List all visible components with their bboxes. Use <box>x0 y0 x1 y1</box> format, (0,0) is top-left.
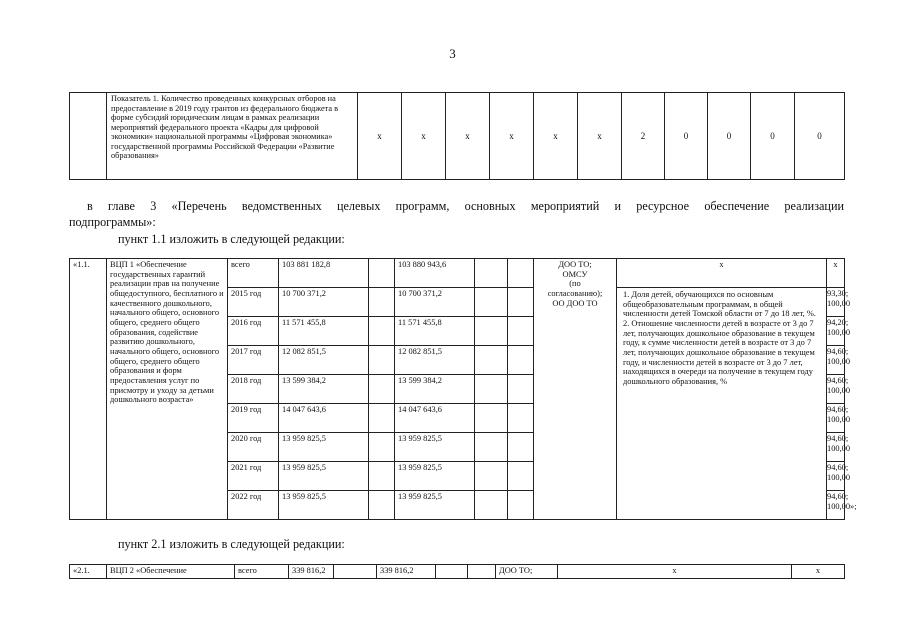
indicator-top: х <box>617 259 827 288</box>
year-cell: 2020 год <box>228 433 279 462</box>
indicator-text: Показатель 1. Количество проведенных конкурсных отборов на предоставление в 2019 году грантов из федерального бюджета в форме субсидий юридическим лицам в рамках реализации мероприятий федерального проекта «Кадры для цифровой экономики» национальной программы «Цифровая экономика» государственной программы Российской Федерации «Развитие образования» <box>107 93 358 180</box>
year-cell: всего <box>228 259 279 288</box>
value-cell: 0 <box>751 93 795 180</box>
year-cell: всего <box>235 565 289 579</box>
other-cell <box>508 259 534 288</box>
fed-cell <box>369 288 395 317</box>
paragraph-line: пункт 1.1 изложить в следующей редакции: <box>118 232 345 246</box>
program-name: ВЦП 1 «Обеспечение государственных гарантий реализации прав на получение общедоступного, бесплатного и качественного дошкольного, начального общего, основного общего, среднего общего образования, содействие развитию дошкольного, начального общего, основного общего, среднего общего образования и форм предоставления услуг по присмотру и уходу за детьми дошкольного возраста» <box>107 259 228 520</box>
local-cell <box>475 491 508 520</box>
total-cell: 13 959 825,5 <box>279 491 369 520</box>
fed-cell <box>369 317 395 346</box>
value-cell: х <box>358 93 402 180</box>
value-cell: х <box>534 93 578 180</box>
year-cell: 2016 год <box>228 317 279 346</box>
total-cell: 13 599 384,2 <box>279 375 369 404</box>
table-row <box>70 565 845 579</box>
other-cell <box>468 565 496 579</box>
fed-cell <box>369 433 395 462</box>
local-cell <box>475 462 508 491</box>
year-cell: 2022 год <box>228 491 279 520</box>
indicator-cell: х <box>558 565 792 579</box>
program-table <box>69 258 857 520</box>
value-cell: 94,20; 100,00 <box>827 317 845 346</box>
reg-cell: 13 959 825,5 <box>395 462 475 491</box>
other-cell <box>508 404 534 433</box>
paragraph-line: пункт 2.1 изложить в следующей редакции: <box>118 537 345 551</box>
total-cell: 11 571 455,8 <box>279 317 369 346</box>
reg-cell: 10 700 371,2 <box>395 288 475 317</box>
indicators-text: 1. Доля детей, обучающихся по основным общеобразовательным программам, в общей численности детей Томской области от 7 до 18 лет, %. 2. Отношение численности детей в возрасте от 3 до 7 лет, получающих дошкольное образование в текущем году, к сумме численности детей в возрасте от 3 до 7 лет, получающих дошкольное образование в текущем году, и численности детей в возрасте от 3 до 7 лет, находящихся в очереди на получение в текущем году дошкольного образования, % <box>617 288 827 520</box>
row-number: «1.1. <box>70 259 107 520</box>
value-cell: 0 <box>795 93 845 180</box>
paragraph-line: подпрограммы»: <box>69 215 156 229</box>
program-name: ВЦП 2 «Обеспечение <box>107 565 235 579</box>
value-cell: х <box>490 93 534 180</box>
local-cell <box>475 259 508 288</box>
executor-cell: ДОО ТО; <box>496 565 558 579</box>
local-cell <box>475 346 508 375</box>
local-cell <box>475 375 508 404</box>
local-cell <box>475 288 508 317</box>
paragraph-line: в главе 3 «Перечень ведомственных целевых программ, основных мероприятий и ресурсное обеспечение реализации <box>87 199 844 213</box>
year-cell: 2015 год <box>228 288 279 317</box>
indicator-table <box>69 92 845 180</box>
total-cell: 12 082 851,5 <box>279 346 369 375</box>
value-cell: 94,60; 100,00 <box>827 404 845 433</box>
other-cell <box>508 288 534 317</box>
reg-cell: 13 599 384,2 <box>395 375 475 404</box>
reg-cell: 14 047 643,6 <box>395 404 475 433</box>
total-cell: 14 047 643,6 <box>279 404 369 433</box>
reg-cell: 339 816,2 <box>377 565 436 579</box>
value-cell: 2 <box>622 93 665 180</box>
page-number: 3 <box>449 46 456 61</box>
other-cell <box>508 433 534 462</box>
total-cell: 10 700 371,2 <box>279 288 369 317</box>
total-cell: 103 881 182,8 <box>279 259 369 288</box>
total-cell: 339 816,2 <box>289 565 334 579</box>
fed-cell <box>369 491 395 520</box>
other-cell <box>508 491 534 520</box>
executor-cell: ДОО ТО; ОМСУ (по согласованию); ОО ДОО ТО <box>534 259 617 520</box>
program-table-2 <box>69 564 845 579</box>
other-cell <box>508 462 534 491</box>
fed-cell <box>369 375 395 404</box>
reg-cell: 103 880 943,6 <box>395 259 475 288</box>
value-cell: х <box>792 565 845 579</box>
total-cell: 13 959 825,5 <box>279 433 369 462</box>
other-cell <box>508 317 534 346</box>
year-cell: 2019 год <box>228 404 279 433</box>
reg-cell: 11 571 455,8 <box>395 317 475 346</box>
table-row <box>70 259 845 288</box>
local-cell <box>475 404 508 433</box>
value-cell: х <box>578 93 622 180</box>
row-number: «2.1. <box>70 565 107 579</box>
other-cell <box>508 346 534 375</box>
empty-cell <box>70 93 107 180</box>
value-cell: 94,60; 100,00»; <box>827 491 845 520</box>
total-cell: 13 959 825,5 <box>279 462 369 491</box>
local-cell <box>436 565 468 579</box>
value-cell: х <box>402 93 446 180</box>
table-row <box>70 93 845 180</box>
value-cell: 0 <box>708 93 751 180</box>
value-cell: 94,60; 100,00 <box>827 433 845 462</box>
value-cell: х <box>446 93 490 180</box>
reg-cell: 12 082 851,5 <box>395 346 475 375</box>
fed-cell <box>369 462 395 491</box>
year-cell: 2017 год <box>228 346 279 375</box>
reg-cell: 13 959 825,5 <box>395 491 475 520</box>
value-cell: 94,60; 100,00 <box>827 346 845 375</box>
fed-cell <box>369 346 395 375</box>
value-top: х <box>827 259 845 288</box>
value-cell: 93,30; 100,00 <box>827 288 845 317</box>
reg-cell: 13 959 825,5 <box>395 433 475 462</box>
value-cell: 94,60; 100,00 <box>827 462 845 491</box>
local-cell <box>475 433 508 462</box>
other-cell <box>508 375 534 404</box>
fed-cell <box>334 565 377 579</box>
year-cell: 2018 год <box>228 375 279 404</box>
year-cell: 2021 год <box>228 462 279 491</box>
value-cell: 94,60; 100,00 <box>827 375 845 404</box>
local-cell <box>475 317 508 346</box>
fed-cell <box>369 259 395 288</box>
fed-cell <box>369 404 395 433</box>
value-cell: 0 <box>665 93 708 180</box>
